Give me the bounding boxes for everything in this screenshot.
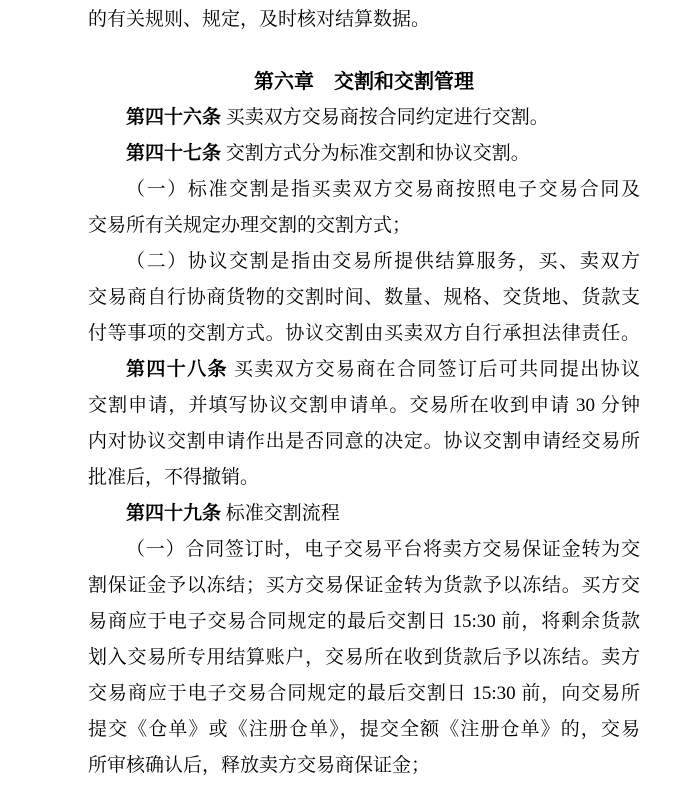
text-line: 割保证金予以冻结；买方交易保证金转为货款予以冻结。买方交 [88,575,640,596]
document-content [88,2,640,784]
article-number: 第四十九条 [126,503,222,524]
chapter-heading: 第六章 交割和交割管理 [254,71,474,93]
article-48-line: 第四十八条 买卖双方交易商在合同签订后可共同提出协议 [126,359,640,380]
text-line: 易商应于电子交易合同规定的最后交割日 15:30 前，将剩余货款 [88,611,640,632]
text-line: 交易商自行协商货物的交割时间、数量、规格、交货地、货款支 [88,287,640,308]
article-number: 第四十八条 [126,359,228,380]
article-number: 第四十七条 [126,143,222,164]
text-line: 所审核确认后，释放卖方交易商保证金； [88,755,431,776]
article-number: 第四十六条 [126,107,222,128]
article-46-line: 第四十六条 买卖双方交易商按合同约定进行交割。 [126,107,549,128]
text-line: 批准后，不得撤销。 [88,467,260,488]
article-49-line: 第四十九条 标准交割流程 [126,503,340,524]
text-line: （一）合同签订时，电子交易平台将卖方交易保证金转为交 [126,539,640,560]
text-line: 付等事项的交割方式。协议交割由买卖双方自行承担法律责任。 [88,323,640,344]
text-line: （二）协议交割是指由交易所提供结算服务，买、卖双方 [126,251,640,272]
text-line: （一）标准交割是指买卖双方交易商按照电子交易合同及 [126,179,640,200]
continuation-line: 的有关规则、规定，及时核对结算数据。 [88,9,431,30]
text-line: 交割申请，并填写协议交割申请单。交易所在收到申请 30 分钟 [88,395,640,416]
text-line: 交易商应于电子交易合同规定的最后交割日 15:30 前，向交易所 [88,683,640,704]
text-line: 交易所有关规定办理交割的交割方式； [88,215,412,236]
text-line: 内对协议交割申请作出是否同意的决定。协议交割申请经交易所 [88,431,640,452]
article-47-line: 第四十七条 交割方式分为标准交割和协议交割。 [126,143,530,164]
text-line: 提交《仓单》或《注册仓单》，提交全额《注册仓单》的，交易 [88,719,640,740]
text-line: 划入交易所专用结算账户，交易所在收到货款后予以冻结。卖方 [88,647,640,668]
